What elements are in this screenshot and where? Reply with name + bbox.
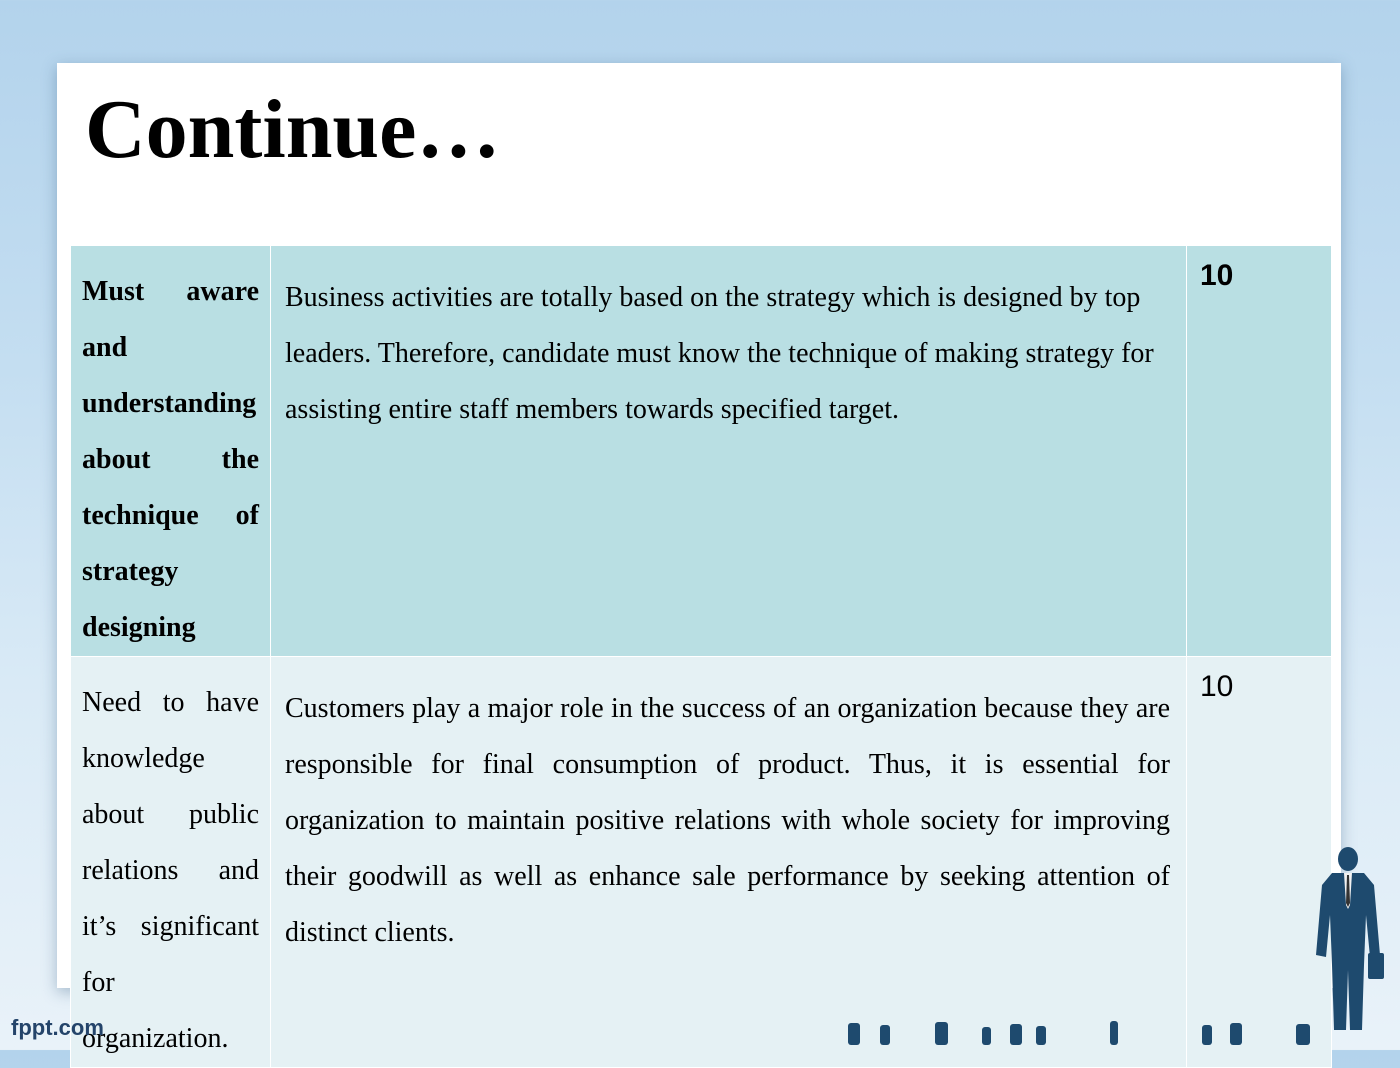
criteria-table xyxy=(70,245,1332,1068)
description-text: Business activities are totally based on the strategy which is designed by top leaders. Therefore, candidate must know the technique of making strategy for assisting entire staff members towards specified target. xyxy=(285,282,1154,425)
score-text: 10 xyxy=(1200,259,1234,292)
score-cell xyxy=(1187,246,1332,657)
criteria-cell xyxy=(71,657,271,1068)
description-text: Customers play a major role in the success of an organization because they are responsible for final consumption of product. Thus, it is essential for organization to maintain positive relations with whole society for improving their goodwill as well as enhance sale performance by seeking attention of distinct clients. xyxy=(285,693,1170,948)
criteria-text: Need to have knowledge about public relations and it’s significant for organization. xyxy=(82,687,259,1054)
footer-brand: fppt.com xyxy=(11,1015,104,1040)
criteria-cell xyxy=(71,246,271,657)
criteria-text: Must aware and understanding about the technique of strategy designing xyxy=(82,276,259,643)
slide-title: Continue… xyxy=(85,83,501,176)
score-text: 10 xyxy=(1200,670,1234,703)
businessman-silhouette-icon xyxy=(1310,845,1390,1035)
table-row xyxy=(71,246,1332,657)
description-cell xyxy=(271,246,1187,657)
crowd-silhouettes-icon xyxy=(840,1005,1320,1045)
